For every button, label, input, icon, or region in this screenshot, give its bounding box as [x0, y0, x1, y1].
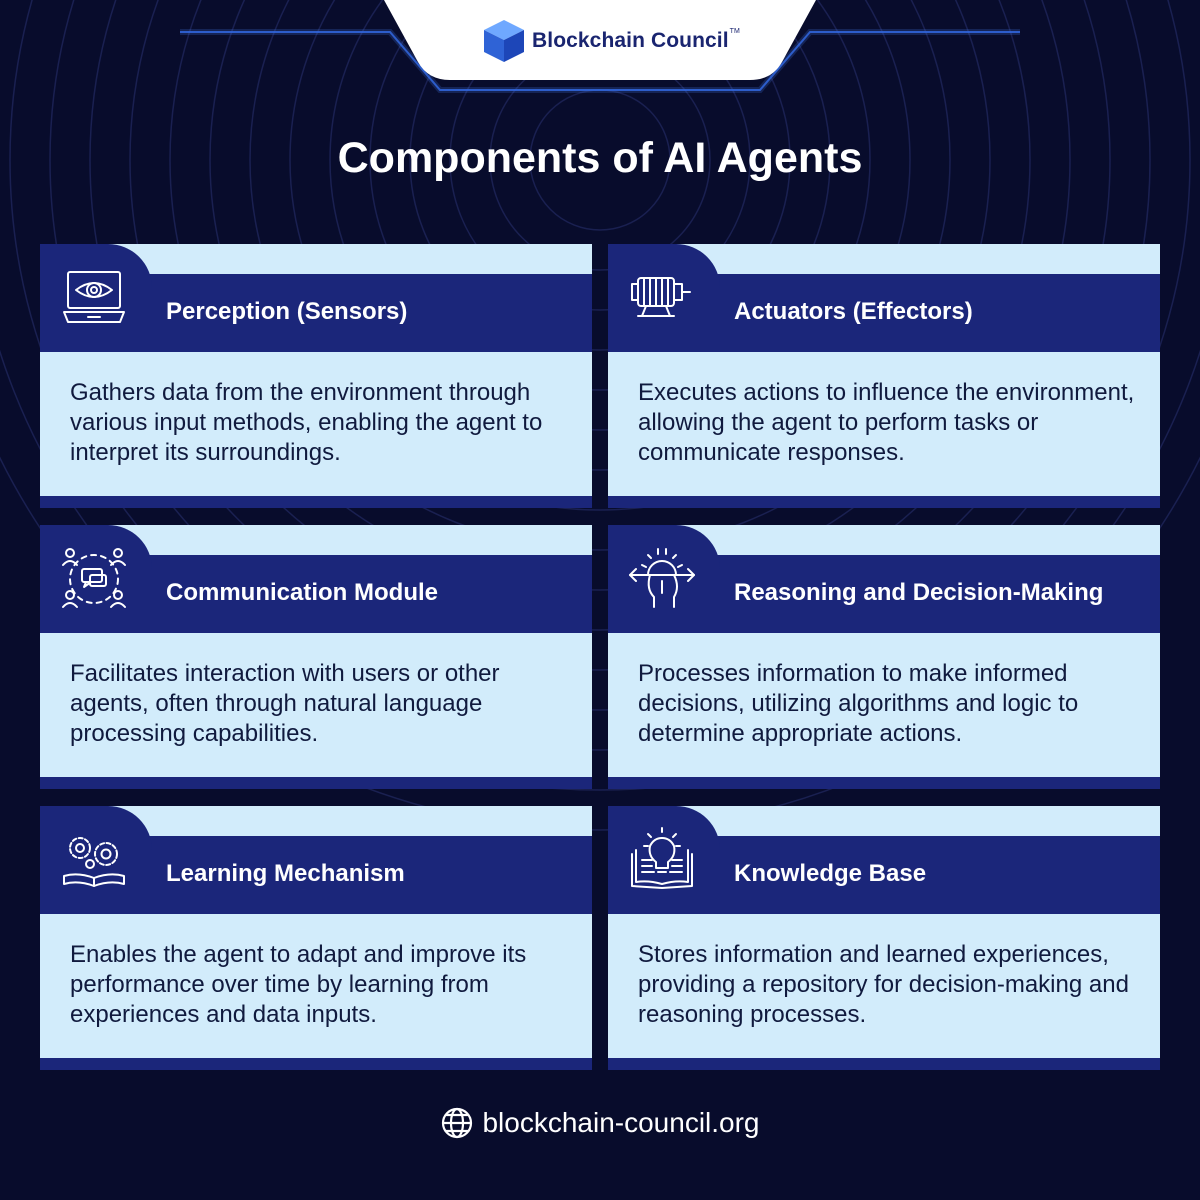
card-title: Reasoning and Decision-Making: [734, 579, 1104, 606]
card-description: Stores information and learned experiences, providing a repository for decision-making and reasoning processes.: [638, 941, 1129, 1028]
bulb-book-icon: [628, 826, 696, 894]
card-description: Enables the agent to adapt and improve its performance over time by learning from experiences and data inputs.: [70, 941, 527, 1028]
card-reasoning: [608, 525, 1160, 789]
head-gear-icon: [628, 545, 696, 613]
card-knowledge-base: [608, 806, 1160, 1070]
card-description: Facilitates interaction with users or other agents, often through natural language processing capabilities.: [70, 660, 500, 747]
card-title: Perception (Sensors): [166, 298, 408, 325]
card-title: Knowledge Base: [734, 860, 927, 887]
card-description: Processes information to make informed decisions, utilizing algorithms and logic to determine appropriate actions.: [638, 660, 1079, 747]
globe-icon: [440, 1106, 474, 1140]
trademark-mark: TM: [729, 27, 740, 35]
card-description: Gathers data from the environment through various input methods, enabling the agent to interpret its surroundings.: [70, 379, 543, 466]
monitor-eye-icon: [60, 264, 128, 332]
page-title: Components of AI Agents: [337, 134, 863, 182]
footer: [0, 1106, 1200, 1140]
card-perception: [40, 244, 592, 508]
brand-logo[interactable]: [482, 18, 740, 64]
gears-book-icon: [60, 826, 128, 894]
card-learning: [40, 806, 592, 1070]
card-title: Actuators (Effectors): [734, 298, 973, 325]
brand-name: Blockchain Council: [532, 29, 729, 52]
card-title: Communication Module: [166, 579, 438, 606]
card-description: Executes actions to influence the environment, allowing the agent to perform tasks or communicate responses.: [638, 379, 1135, 466]
people-chat-icon: [60, 545, 128, 613]
website-link[interactable]: blockchain-council.org: [482, 1107, 760, 1138]
card-title: Learning Mechanism: [166, 860, 405, 887]
motor-icon: [628, 264, 696, 332]
card-actuators: [608, 244, 1160, 508]
card-communication: [40, 525, 592, 789]
cube-icon: [482, 18, 526, 64]
